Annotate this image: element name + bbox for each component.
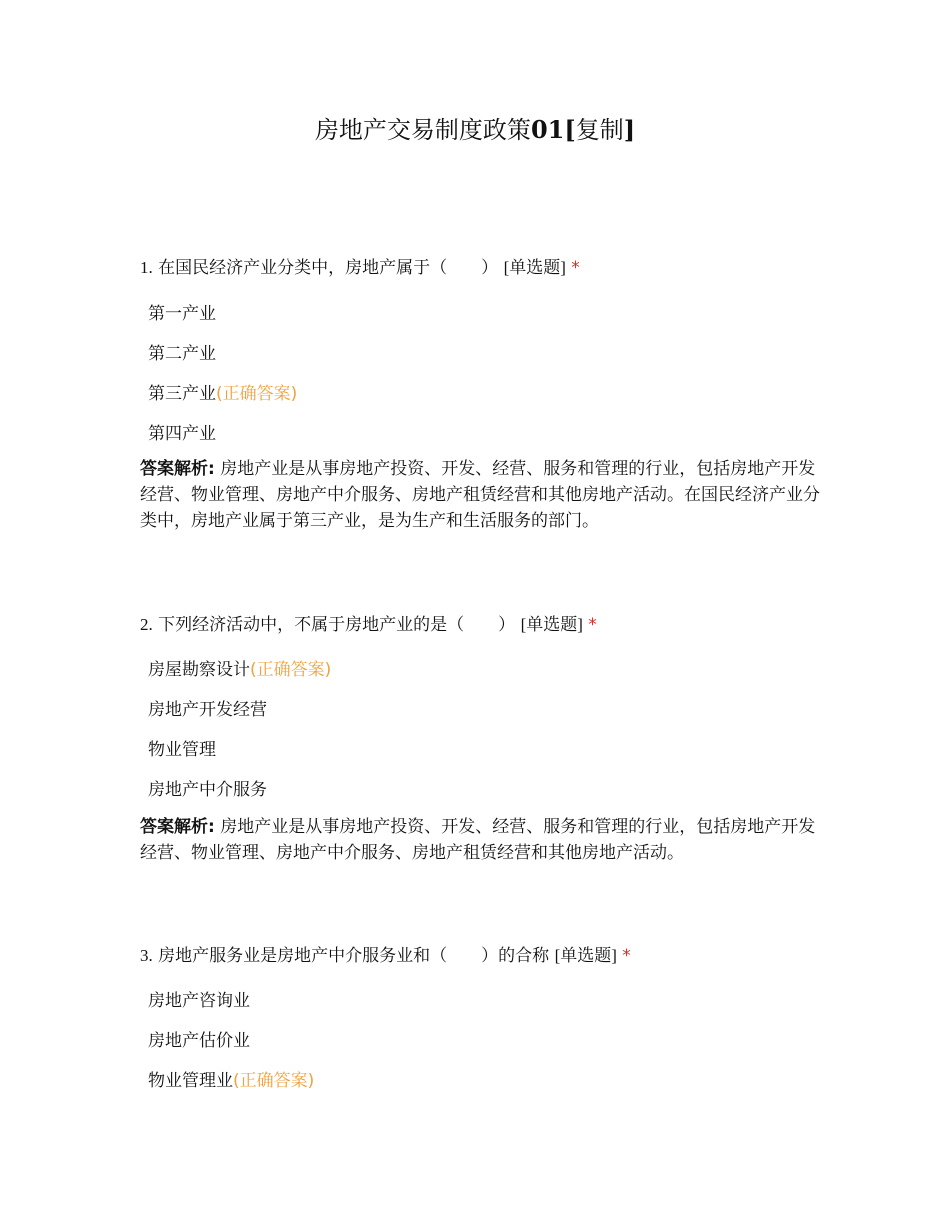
question-text: 房地产服务业是房地产中介服务业和（ ）的合称 [158, 946, 550, 966]
question-1-option-2: 第二产业 [148, 344, 216, 364]
analysis-text: 房地产业是从事房地产投资、开发、经营、服务和管理的行业，包括房地产开发经营、物业管理、房地产中介服务、房地产租赁经营和其他房地产活动。 [140, 817, 816, 863]
question-1-analysis [140, 456, 820, 534]
question-2-option-1: 房屋勘察设计(正确答案) [148, 660, 332, 680]
question-1-option-4: 第四产业 [148, 424, 216, 444]
question-type: [单选题] [503, 258, 566, 277]
question-2-option-4: 房地产中介服务 [148, 780, 267, 800]
question-3-option-3: 物业管理业(正确答案) [148, 1071, 315, 1091]
question-3-heading [140, 941, 631, 966]
question-3-option-1: 房地产咨询业 [148, 991, 250, 1011]
question-text: 下列经济活动中，不属于房地产业的是（ ） [158, 615, 516, 635]
question-number: 3. [140, 946, 153, 965]
title-tail: 复制 [575, 116, 624, 144]
question-1-heading [140, 253, 580, 278]
analysis-text: 房地产业是从事房地产投资、开发、经营、服务和管理的行业，包括房地产开发经营、物业管理、房地产中介服务、房地产租赁经营和其他房地产活动。在国民经济产业分类中，房地产业属于第三产业，是为生产和生活服务的部门。 [140, 459, 820, 531]
question-3-option-2: 房地产估价业 [148, 1031, 250, 1051]
required-star: * [571, 258, 580, 278]
question-2-option-2: 房地产开发经营 [148, 700, 267, 720]
correct-answer-tag: (正确答案) [216, 384, 298, 404]
question-1-option-3: 第三产业(正确答案) [148, 384, 298, 404]
question-2-heading [140, 610, 597, 635]
question-2-analysis [140, 814, 820, 866]
question-number: 2. [140, 615, 153, 634]
question-type: [单选题] [520, 615, 583, 634]
required-star: * [622, 946, 631, 966]
analysis-label: 答案解析: [140, 817, 215, 837]
question-1-option-1: 第一产业 [148, 304, 216, 324]
analysis-label: 答案解析: [140, 459, 215, 479]
title-close: ] [623, 115, 636, 144]
title-number: 01[ [530, 115, 576, 144]
required-star: * [588, 615, 597, 635]
correct-answer-tag: (正确答案) [250, 660, 332, 680]
correct-answer-tag: (正确答案) [233, 1071, 315, 1091]
question-type: [单选题] [554, 946, 617, 965]
question-2-option-3: 物业管理 [148, 740, 216, 760]
question-text: 在国民经济产业分类中，房地产属于（ ） [158, 258, 499, 278]
title-text: 房地产交易制度政策 [314, 116, 531, 144]
question-number: 1. [140, 258, 153, 277]
page-title [0, 110, 950, 145]
